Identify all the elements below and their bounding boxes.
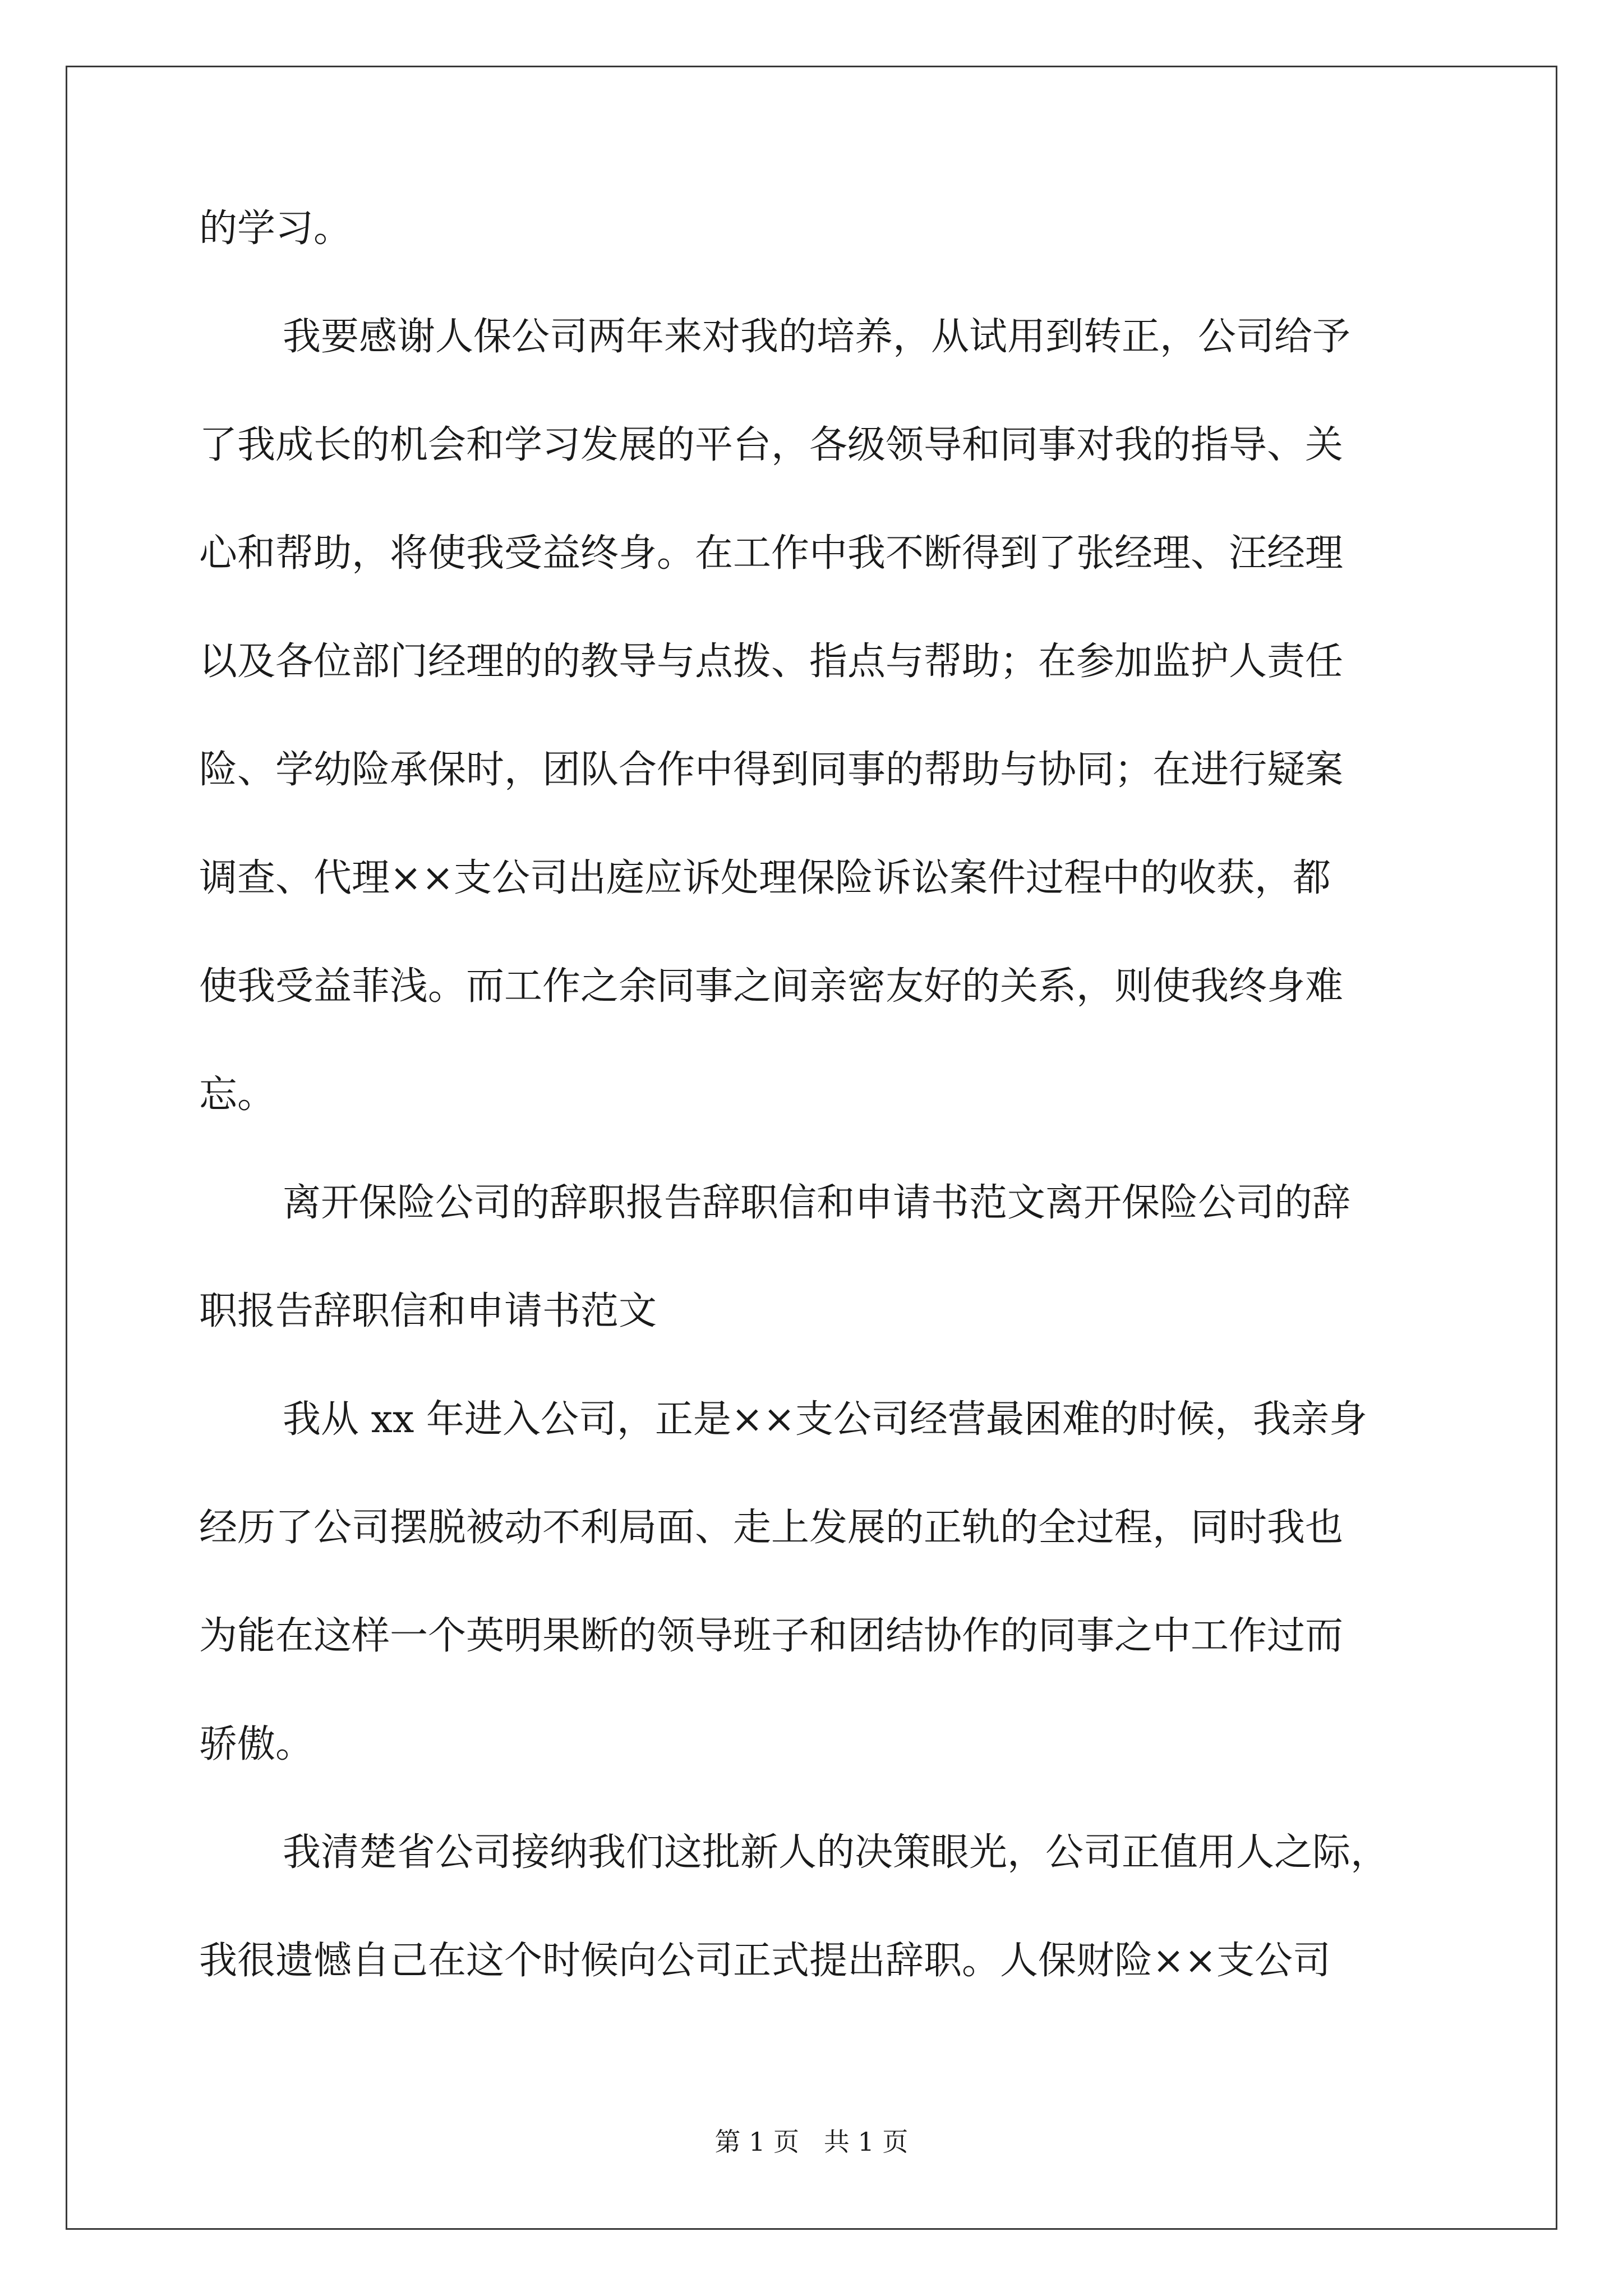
text-line: 险、学幼险承保时，团队合作中得到同事的帮助与协同；在进行疑案 [199, 748, 1344, 792]
text-line: 的学习。 [199, 206, 352, 251]
text-line: 我从 xx 年进入公司，正是××支公司经营最困难的时候，我亲身 [283, 1397, 1367, 1442]
text-line: 我清楚省公司接纳我们这批新人的决策眼光，公司正值用人之际， [283, 1830, 1389, 1875]
page-footer: 第 1 页 共 1 页 [714, 2127, 909, 2157]
page-border [66, 66, 1557, 2230]
text-line: 以及各位部门经理的的教导与点拨、指点与帮助；在参加监护人责任 [199, 639, 1344, 684]
text-line: 为能在这样一个英明果断的领导班子和团结协作的同事之中工作过而 [199, 1614, 1344, 1658]
text-line: 经历了公司摆脱被动不利局面、走上发展的正轨的全过程，同时我也 [199, 1506, 1344, 1550]
text-line: 骄傲。 [199, 1722, 314, 1766]
text-line: 调查、代理××支公司出庭应诉处理保险诉讼案件过程中的收获，都 [199, 856, 1331, 900]
text-line: 忘。 [199, 1073, 276, 1117]
text-line: 心和帮助，将使我受益终身。在工作中我不断得到了张经理、汪经理 [199, 531, 1344, 576]
text-line: 我要感谢人保公司两年来对我的培养，从试用到转正，公司给予 [283, 315, 1351, 359]
text-line: 职报告辞职信和申请书范文 [199, 1289, 657, 1333]
text-line: 使我受益菲浅。而工作之余同事之间亲密友好的关系，则使我终身难 [199, 964, 1344, 1009]
text-line: 离开保险公司的辞职报告辞职信和申请书范文离开保险公司的辞 [283, 1181, 1351, 1225]
text-line: 我很遗憾自己在这个时候向公司正式提出辞职。人保财险××支公司 [199, 1939, 1331, 1983]
text-line: 了我成长的机会和学习发展的平台，各级领导和同事对我的指导、关 [199, 423, 1344, 467]
